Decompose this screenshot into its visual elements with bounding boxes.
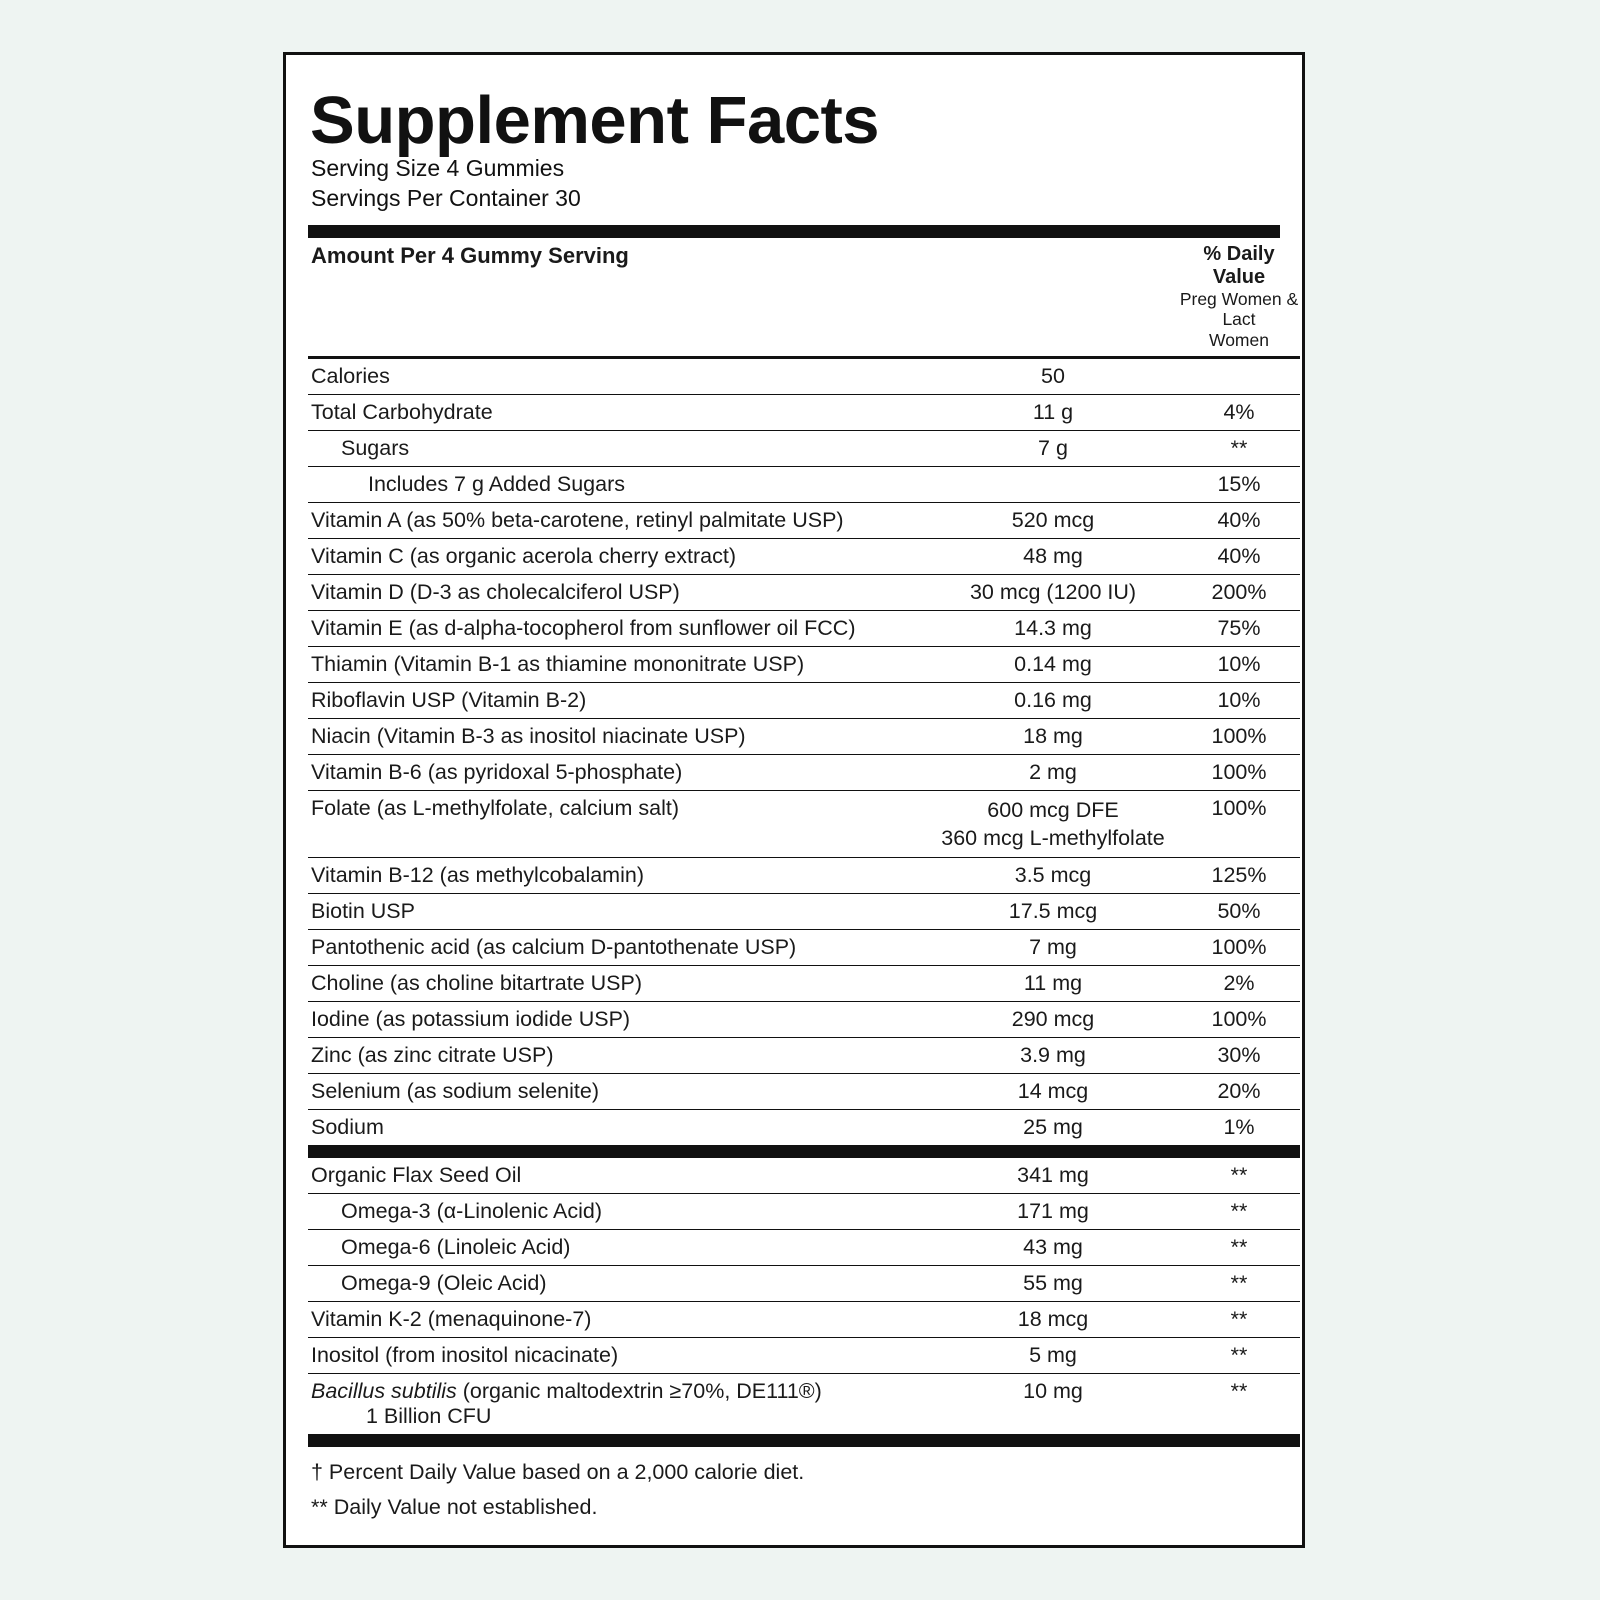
nutrient-amount: 11 mg <box>928 966 1178 1002</box>
nutrient-daily-value: ** <box>1178 430 1300 466</box>
nutrient-amount: 43 mg <box>928 1230 1178 1266</box>
nutrient-name: Inositol (from inositol nicacinate) <box>308 1338 928 1374</box>
nutrient-daily-value: ** <box>1178 1230 1300 1266</box>
nutrient-daily-value: 100% <box>1178 754 1300 790</box>
supplement-facts-panel <box>283 52 1305 1548</box>
nutrient-daily-value: 15% <box>1178 466 1300 502</box>
nutrient-daily-value: 10% <box>1178 646 1300 682</box>
nutrient-daily-value: 100% <box>1178 790 1300 858</box>
table-row <box>308 646 1300 682</box>
nutrient-amount: 50 <box>928 357 1178 394</box>
nutrient-name: Omega-6 (Linoleic Acid) <box>308 1230 928 1266</box>
daily-value-subheader-line2: Women <box>1209 330 1269 351</box>
nutrient-amount: 18 mcg <box>928 1302 1178 1338</box>
nutrient-amount: 341 mg <box>928 1158 1178 1194</box>
nutrient-daily-value: 125% <box>1178 858 1300 894</box>
bacillus-cfu-line: 1 Billion CFU <box>366 1404 492 1429</box>
table-row <box>308 894 1300 930</box>
table-row <box>308 430 1300 466</box>
table-row <box>308 1002 1300 1038</box>
nutrient-amount: 3.9 mg <box>928 1038 1178 1074</box>
table-row <box>308 966 1300 1002</box>
nutrient-daily-value: 75% <box>1178 610 1300 646</box>
nutrition-table <box>308 238 1300 1448</box>
daily-value-subheader-line1: Preg Women & Lact <box>1179 288 1299 330</box>
nutrient-amount: 290 mcg <box>928 1002 1178 1038</box>
table-row <box>308 682 1300 718</box>
table-row <box>308 858 1300 894</box>
table-row <box>308 930 1300 966</box>
nutrient-name: Omega-9 (Oleic Acid) <box>308 1266 928 1302</box>
nutrient-name: Sodium <box>308 1110 928 1146</box>
nutrient-daily-value <box>1178 357 1300 394</box>
nutrient-amount: 14 mcg <box>928 1074 1178 1110</box>
table-row <box>308 1266 1300 1302</box>
nutrient-amount: 5 mg <box>928 1338 1178 1374</box>
nutrient-amount: 14.3 mg <box>928 610 1178 646</box>
bacillus-species-name: Bacillus subtilis <box>311 1379 457 1404</box>
amount-per-serving-header: Amount Per 4 Gummy Serving <box>308 238 928 357</box>
nutrient-amount: 11 g <box>928 394 1178 430</box>
nutrient-daily-value: ** <box>1178 1194 1300 1230</box>
nutrient-name: Vitamin D (D-3 as cholecalciferol USP) <box>308 574 928 610</box>
nutrient-amount: 7 g <box>928 430 1178 466</box>
nutrient-name: Biotin USP <box>308 894 928 930</box>
nutrient-name: Folate (as L-methylfolate, calcium salt) <box>308 790 928 858</box>
nutrient-daily-value: 4% <box>1178 394 1300 430</box>
nutrient-amount: 0.16 mg <box>928 682 1178 718</box>
table-row <box>308 574 1300 610</box>
page-title: Supplement Facts <box>310 83 880 158</box>
top-divider-bar <box>308 225 1280 238</box>
nutrient-daily-value: 100% <box>1178 930 1300 966</box>
daily-value-header-main: % Daily Value <box>1203 242 1275 288</box>
table-row <box>308 1038 1300 1074</box>
nutrient-name: Thiamin (Vitamin B-1 as thiamine mononitrate USP) <box>308 646 928 682</box>
nutrient-daily-value: 20% <box>1178 1074 1300 1110</box>
table-row <box>308 466 1300 502</box>
table-row <box>308 1230 1300 1266</box>
nutrient-daily-value: 200% <box>1178 574 1300 610</box>
nutrient-daily-value: 40% <box>1178 502 1300 538</box>
table-header-row <box>308 238 1300 357</box>
nutrient-daily-value: ** <box>1178 1158 1300 1194</box>
nutrient-amount: 30 mcg (1200 IU) <box>928 574 1178 610</box>
nutrient-name: Niacin (Vitamin B-3 as inositol niacinate USP) <box>308 718 928 754</box>
amount-column-spacer <box>928 238 1178 357</box>
table-row <box>308 718 1300 754</box>
bottom-divider-bar <box>308 1435 1300 1448</box>
table-row <box>308 754 1300 790</box>
nutrient-amount: 7 mg <box>928 930 1178 966</box>
nutrient-amount: 25 mg <box>928 1110 1178 1146</box>
table-row <box>308 1074 1300 1110</box>
table-row <box>308 1338 1300 1374</box>
nutrient-amount: 55 mg <box>928 1266 1178 1302</box>
nutrient-name: Riboflavin USP (Vitamin B-2) <box>308 682 928 718</box>
nutrient-amount: 10 mg <box>928 1374 1178 1435</box>
nutrient-name: Pantothenic acid (as calcium D-pantothenate USP) <box>308 930 928 966</box>
table-row <box>308 1374 1300 1435</box>
table-row <box>308 1158 1300 1194</box>
nutrient-amount: 48 mg <box>928 538 1178 574</box>
nutrient-daily-value: ** <box>1178 1338 1300 1374</box>
nutrient-name: Vitamin K-2 (menaquinone-7) <box>308 1302 928 1338</box>
table-row <box>308 1194 1300 1230</box>
nutrient-name: Omega-3 (α-Linolenic Acid) <box>308 1194 928 1230</box>
nutrient-daily-value: 50% <box>1178 894 1300 930</box>
nutrient-amount: 520 mcg <box>928 502 1178 538</box>
nutrient-name: Vitamin B-6 (as pyridoxal 5-phosphate) <box>308 754 928 790</box>
nutrient-amount: 18 mg <box>928 718 1178 754</box>
nutrient-amount <box>928 466 1178 502</box>
nutrient-daily-value: 1% <box>1178 1110 1300 1146</box>
nutrient-daily-value: 30% <box>1178 1038 1300 1074</box>
nutrition-table-body <box>308 238 1300 1448</box>
nutrient-daily-value: 100% <box>1178 718 1300 754</box>
nutrient-name: Calories <box>308 357 928 394</box>
nutrient-name: Vitamin E (as d-alpha-tocopherol from sunflower oil FCC) <box>308 610 928 646</box>
table-row <box>308 538 1300 574</box>
nutrient-name: Iodine (as potassium iodide USP) <box>308 1002 928 1038</box>
nutrient-daily-value: 10% <box>1178 682 1300 718</box>
nutrient-amount: 3.5 mcg <box>928 858 1178 894</box>
section-divider-bar <box>308 1146 1300 1159</box>
nutrient-name: Vitamin B-12 (as methylcobalamin) <box>308 858 928 894</box>
nutrient-name: Vitamin A (as 50% beta-carotene, retinyl palmitate USP) <box>308 502 928 538</box>
nutrient-amount: 17.5 mcg <box>928 894 1178 930</box>
nutrient-daily-value: ** <box>1178 1374 1300 1435</box>
nutrient-name: Organic Flax Seed Oil <box>308 1158 928 1194</box>
nutrient-name: Bacillus subtilis (organic maltodextrin ≥70%, DE111®) 1 Billion CFU <box>308 1374 928 1435</box>
nutrient-daily-value: 40% <box>1178 538 1300 574</box>
nutrient-name: Sugars <box>308 430 928 466</box>
nutrient-amount: 2 mg <box>928 754 1178 790</box>
nutrient-name: Vitamin C (as organic acerola cherry extract) <box>308 538 928 574</box>
nutrient-amount: 600 mcg DFE 360 mcg L-methylfolate <box>928 790 1178 858</box>
nutrient-name: Includes 7 g Added Sugars <box>308 466 928 502</box>
nutrient-daily-value: 2% <box>1178 966 1300 1002</box>
footnote-1: † Percent Daily Value based on a 2,000 calorie diet. <box>311 1460 805 1485</box>
footnote-2: ** Daily Value not established. <box>311 1494 598 1519</box>
footnotes-block <box>308 1457 1280 1522</box>
table-row <box>308 1302 1300 1338</box>
table-row <box>308 610 1300 646</box>
table-row <box>308 790 1300 858</box>
table-row <box>308 357 1300 394</box>
nutrient-daily-value: 100% <box>1178 1002 1300 1038</box>
nutrient-amount: 0.14 mg <box>928 646 1178 682</box>
table-row <box>308 394 1300 430</box>
nutrient-name: Zinc (as zinc citrate USP) <box>308 1038 928 1074</box>
table-row <box>308 502 1300 538</box>
nutrient-daily-value: ** <box>1178 1302 1300 1338</box>
nutrient-daily-value: ** <box>1178 1266 1300 1302</box>
table-row <box>308 1110 1300 1146</box>
nutrient-amount: 171 mg <box>928 1194 1178 1230</box>
nutrient-name: Total Carbohydrate <box>308 394 928 430</box>
servings-per-container-text: Servings Per Container 30 <box>311 184 581 211</box>
nutrient-name: Choline (as choline bitartrate USP) <box>308 966 928 1002</box>
daily-value-header <box>1178 238 1300 357</box>
nutrient-name: Selenium (as sodium selenite) <box>308 1074 928 1110</box>
serving-size-text: Serving Size 4 Gummies <box>311 155 565 181</box>
